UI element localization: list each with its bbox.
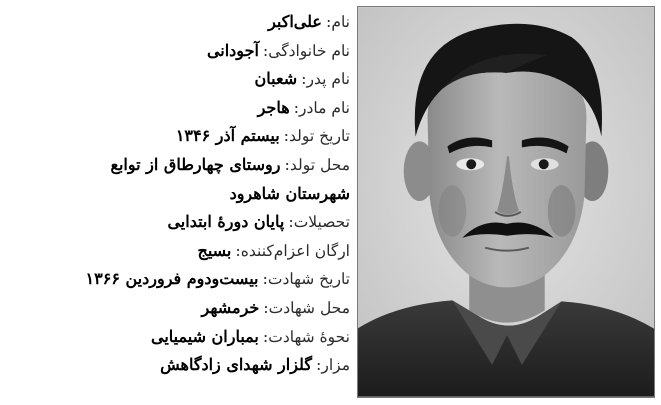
portrait-illustration xyxy=(358,7,654,397)
portrait-photo xyxy=(357,6,655,398)
bio-label: ارگان اعزام‌کننده xyxy=(240,241,350,260)
bio-value: روستای چهارطاق از توابع xyxy=(110,154,281,174)
bio-label: نام پدر xyxy=(306,70,350,89)
bio-row-birth-place-continuation xyxy=(12,180,350,209)
bio-value: بیستم آذر ۱۳۴۶ xyxy=(175,126,280,146)
bio-row-birth-place xyxy=(12,151,350,180)
bio-list xyxy=(12,8,350,380)
bio-colon: : xyxy=(235,240,241,260)
bio-value: بمباران شیمیایی xyxy=(151,326,259,346)
bio-row-mother xyxy=(12,94,350,123)
bio-row-surname xyxy=(12,37,350,66)
bio-row-martyrdom-date xyxy=(12,265,350,294)
bio-value: آجودانی xyxy=(206,40,259,60)
bio-colon: : xyxy=(262,269,268,289)
bio-row-dispatching-organ xyxy=(12,237,350,266)
bio-row-martyrdom-manner xyxy=(12,323,350,352)
bio-row-father xyxy=(12,65,350,94)
bio-label: مزار xyxy=(321,356,350,375)
bio-colon: : xyxy=(283,126,290,146)
bio-colon: : xyxy=(301,69,307,89)
bio-colon: : xyxy=(325,12,332,31)
bio-row-burial xyxy=(12,351,350,380)
bio-label: محل تولد xyxy=(289,155,350,174)
bio-colon: : xyxy=(284,154,290,174)
bio-label: نام خانوادگی xyxy=(268,41,350,60)
bio-label: تحصیلات xyxy=(293,213,350,232)
bio-label: نام xyxy=(331,13,350,31)
bio-value: شعبان xyxy=(254,69,298,89)
bio-colon: : xyxy=(262,326,269,346)
bio-value: علی‌اکبر xyxy=(268,12,322,31)
bio-row-martyrdom-place xyxy=(12,294,350,323)
bio-label: تاریخ شهادت xyxy=(267,270,350,289)
bio-value: بیست‌ودوم فروردین ۱۳۶۶ xyxy=(85,269,259,289)
bio-colon: : xyxy=(288,212,294,232)
bio-label: نحوهٔ شهادت xyxy=(268,327,350,346)
bio-value: گلزار شهدای زادگاهش xyxy=(160,355,312,375)
bio-row-birth-date xyxy=(12,122,350,151)
bio-colon: : xyxy=(263,297,269,317)
bio-row-name xyxy=(12,8,350,37)
bio-row-education xyxy=(12,208,350,237)
bio-value: پایان دورهٔ ابتدایی xyxy=(167,212,285,232)
bio-value-continuation: شهرستان شاهرود xyxy=(229,183,350,203)
bio-label: نام مادر xyxy=(299,98,350,117)
bio-label: محل شهادت xyxy=(268,298,350,317)
bio-value: خرمشهر xyxy=(201,297,260,317)
bio-value: هاجر xyxy=(257,97,290,117)
bio-value: بسیج xyxy=(197,240,232,260)
bio-colon: : xyxy=(262,40,269,60)
bio-label: تاریخ تولد xyxy=(289,127,350,146)
bio-colon: : xyxy=(315,355,322,375)
bio-colon: : xyxy=(293,97,300,117)
